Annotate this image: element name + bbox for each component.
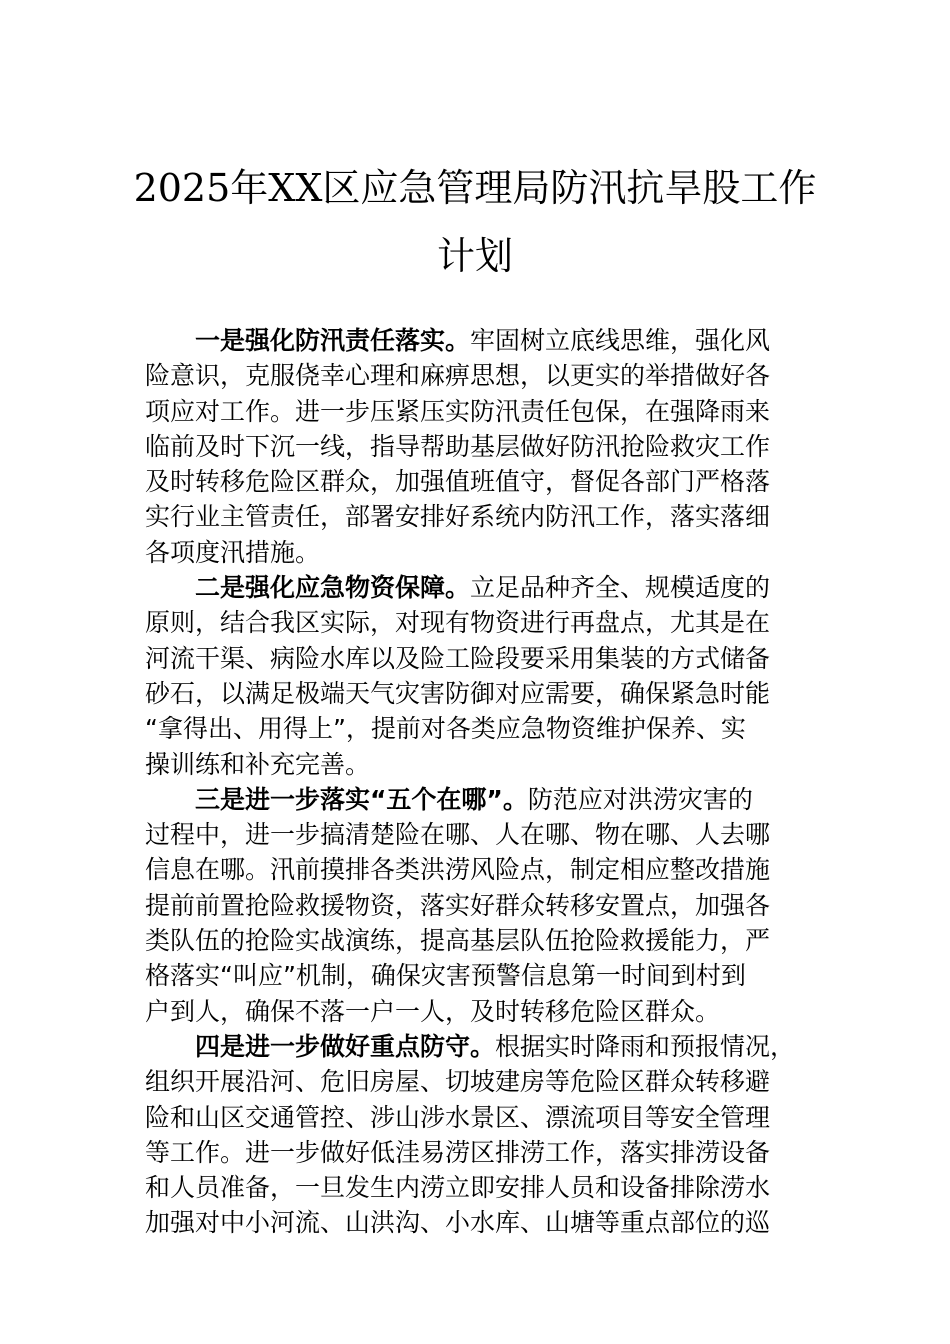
document-title-line-1: 2025年XX区应急管理局防汛抗旱股工作 — [133, 166, 817, 210]
paragraph-line: 及时转移危险区群众，加强值班值守，督促各部门严格落 — [145, 467, 771, 497]
paragraph-line: 操训练和补充完善。 — [145, 749, 371, 779]
paragraph-line: 格落实“叫应”机制，确保灾害预警信息第一时间到村到 — [145, 961, 746, 991]
paragraph-lead: 一是强化防汛责任落实。 — [195, 326, 471, 355]
paragraph-line: 和人员准备，一旦发生内涝立即安排人员和设备排除涝水 — [145, 1173, 771, 1203]
paragraph-text: 立足品种齐全、规模适度的 — [470, 573, 771, 603]
paragraph-line: 实行业主管责任，部署安排好系统内防汛工作，落实落细 — [145, 502, 771, 532]
paragraph-lead: 二是强化应急物资保障。 — [195, 573, 471, 603]
paragraph-4 — [145, 1029, 835, 1241]
paragraph-line: 险意识，克服侥幸心理和麻痹思想，以更实的举措做好各 — [145, 361, 771, 391]
paragraph-line: 临前及时下沉一线，指导帮助基层做好防汛抢险救灾工作 — [145, 431, 771, 461]
paragraph-lead: 四是进一步做好重点防守。 — [195, 1031, 496, 1061]
paragraph-lead: 三是进一步落实“五个在哪”。 — [195, 784, 528, 814]
paragraph-line: 信息在哪。汛前摸排各类洪涝风险点，制定相应整改措施 — [145, 855, 771, 885]
paragraph-3 — [145, 782, 835, 1029]
paragraph-line: 各项度汛措施。 — [145, 537, 321, 567]
paragraph-line: 组织开展沿河、危旧房屋、切坡建房等危险区群众转移避 — [145, 1067, 771, 1097]
paragraph-line: 加强对中小河流、山洪沟、小水库、山塘等重点部位的巡 — [145, 1208, 771, 1238]
paragraph-line: 提前前置抢险救援物资，落实好群众转移安置点，加强各 — [145, 890, 771, 920]
paragraph-line: “拿得出、用得上”，提前对各类应急物资维护保养、实 — [145, 714, 746, 744]
paragraph-line — [145, 782, 835, 817]
paragraph-text: 防范应对洪涝灾害的 — [527, 784, 753, 814]
paragraph-text: 根据实时降雨和预报情况， — [495, 1031, 796, 1061]
paragraph-line: 等工作。进一步做好低洼易涝区排涝工作，落实排涝设备 — [145, 1137, 771, 1167]
paragraph-line: 户到人，确保不落一户一人，及时转移危险区群众。 — [145, 996, 721, 1026]
paragraph-line: 原则，结合我区实际，对现有物资进行再盘点，尤其是在 — [145, 608, 771, 638]
paragraph-line: 类队伍的抢险实战演练，提高基层队伍抢险救援能力，严 — [145, 926, 771, 956]
document-title-line-2: 计划 — [436, 234, 513, 278]
paragraph-line: 过程中，进一步搞清楚险在哪、人在哪、物在哪、人去哪 — [145, 820, 771, 850]
paragraph-line — [145, 1029, 835, 1064]
paragraph-line: 砂石，以满足极端天气灾害防御对应需要，确保紧急时能 — [145, 678, 771, 708]
paragraph-line — [145, 323, 835, 358]
paragraph-line — [145, 570, 835, 605]
paragraph-1 — [145, 323, 835, 570]
paragraph-text: 牢固树立底线思维，强化风 — [470, 326, 771, 355]
document-body — [145, 323, 835, 1241]
paragraph-line: 项应对工作。进一步压紧压实防汛责任包保，在强降雨来 — [145, 396, 771, 426]
paragraph-line: 河流干渠、病险水库以及险工险段要采用集装的方式储备 — [145, 643, 771, 673]
paragraph-line: 险和山区交通管控、涉山涉水景区、漂流项目等安全管理 — [145, 1102, 771, 1132]
paragraph-2 — [145, 570, 835, 782]
